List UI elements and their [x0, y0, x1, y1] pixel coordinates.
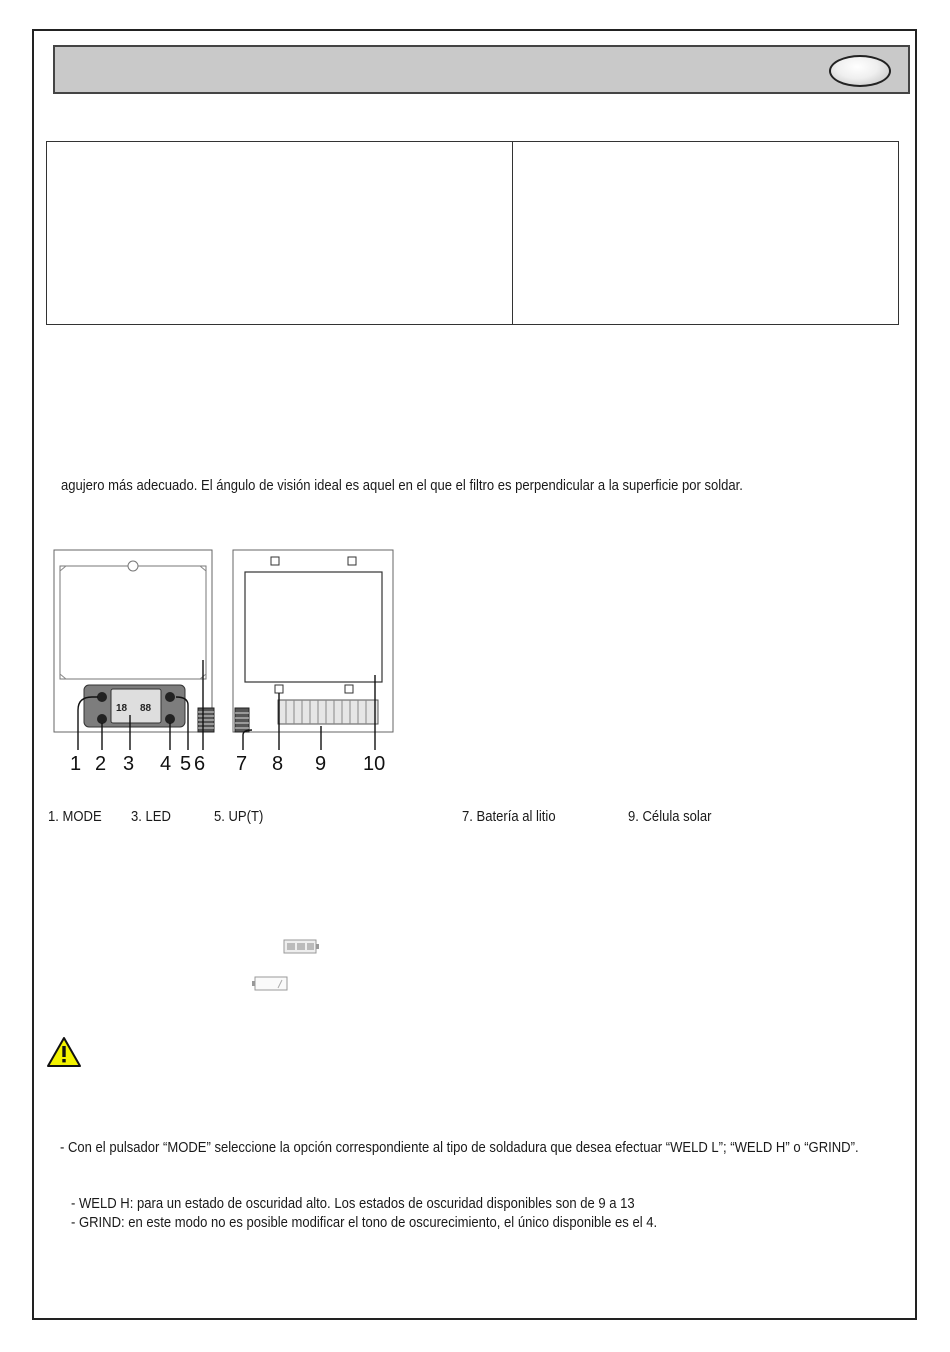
callout-1: 1	[70, 753, 82, 775]
instruction-grind: - GRIND: en este modo no es posible modificar el tono de oscurecimiento, el único disponible es el 4.	[71, 1215, 658, 1231]
mode-button[interactable]	[97, 692, 107, 702]
legend-item-mode: 1. MODE	[48, 809, 102, 825]
callout-6: 6	[194, 753, 206, 775]
callout-8: 8	[272, 753, 284, 775]
solar-cell	[278, 700, 378, 724]
lcd-right-digits: 88	[140, 703, 152, 714]
page-number-oval	[829, 55, 891, 87]
warning-triangle-icon	[46, 1036, 82, 1068]
instruction-weld-h: - WELD H: para un estado de oscuridad alto. Los estados de oscuridad disponibles son de 9 a 13	[71, 1196, 635, 1212]
legend-item-led: 3. LED	[131, 809, 171, 825]
table-divider	[512, 142, 513, 324]
legend-item-solar: 9. Célula solar	[628, 809, 712, 825]
section-header-bar	[53, 45, 910, 94]
callout-2: 2	[95, 753, 107, 775]
battery-low-icon	[252, 974, 290, 992]
legend-item-up: 5. UP(T)	[214, 809, 264, 825]
intro-paragraph: agujero más adecuado. El ángulo de visión ideal es aquel en el que el filtro es perpendicular a la superficie por soldar.	[61, 478, 743, 494]
lcd-left-digits: 18	[116, 703, 128, 714]
callout-4: 4	[160, 753, 172, 775]
callout-numbers	[70, 753, 385, 775]
legend-item-battery: 7. Batería al litio	[462, 809, 556, 825]
callout-5: 5	[180, 753, 192, 775]
battery-full-icon	[283, 937, 321, 955]
test-button[interactable]	[165, 714, 175, 724]
up-button[interactable]	[165, 692, 175, 702]
back-cartridge	[233, 550, 393, 732]
down-button[interactable]	[97, 714, 107, 724]
callout-9: 9	[315, 753, 327, 775]
spec-table	[46, 141, 899, 325]
callout-7: 7	[236, 753, 248, 775]
callout-3: 3	[123, 753, 135, 775]
instruction-mode: - Con el pulsador “MODE” seleccione la opción correspondiente al tipo de soldadura que desea efectuar “WELD L”; “WELD H” o “GRIND”.	[60, 1140, 859, 1156]
callout-10: 10	[363, 753, 386, 775]
filter-diagram	[40, 545, 410, 775]
